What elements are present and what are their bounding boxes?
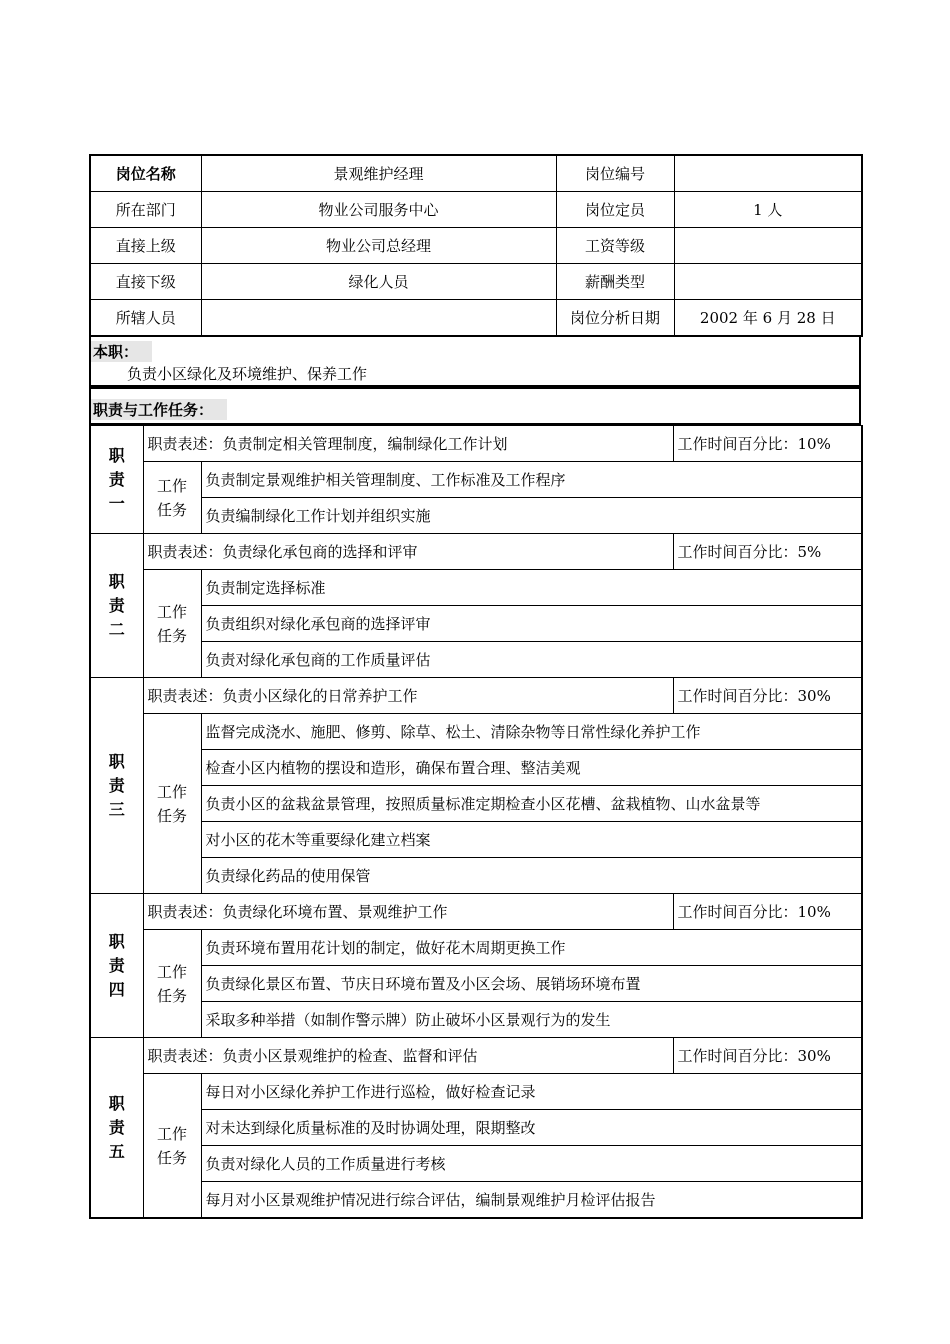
duty-label — [90, 894, 143, 1038]
job-description-form — [89, 154, 861, 1219]
task-row — [90, 642, 862, 678]
time-percentage: 工作时间百分比：10% — [673, 426, 862, 462]
field-value — [674, 228, 862, 264]
main-duty-title: 本职： — [91, 341, 152, 362]
field-label: 直接上级 — [90, 228, 201, 264]
position-info-table — [89, 154, 863, 337]
task-item: 负责环境布置用花计划的制定，做好花木周期更换工作 — [201, 930, 862, 966]
duty-description: 职责表述：负责制定相关管理制度，编制绿化工作计划 — [143, 426, 673, 462]
duty-label — [90, 1038, 143, 1219]
task-row — [90, 606, 862, 642]
duty-desc-row — [90, 894, 862, 930]
info-row — [90, 264, 862, 300]
task-row — [90, 1074, 862, 1110]
task-item: 每日对小区绿化养护工作进行巡检，做好检查记录 — [201, 1074, 862, 1110]
task-row — [90, 786, 862, 822]
task-row — [90, 750, 862, 786]
task-item: 每月对小区景观维护情况进行综合评估，编制景观维护月检评估报告 — [201, 1182, 862, 1219]
duty-desc-row — [90, 534, 862, 570]
main-duty-section — [89, 337, 861, 387]
field-value: 物业公司服务中心 — [201, 192, 556, 228]
field-value — [674, 264, 862, 300]
task-label — [143, 462, 201, 534]
task-item: 负责小区的盆栽盆景管理，按照质量标准定期检查小区花槽、盆栽植物、山水盆景等 — [201, 786, 862, 822]
duty-label — [90, 426, 143, 534]
info-row — [90, 300, 862, 337]
duty-label — [90, 534, 143, 678]
field-value — [674, 155, 862, 192]
duty-label-text: 职责二 — [108, 571, 125, 639]
task-row — [90, 714, 862, 750]
task-item: 采取多种举措（如制作警示牌）防止破坏小区景观行为的发生 — [201, 1002, 862, 1038]
info-row — [90, 155, 862, 192]
task-row — [90, 570, 862, 606]
task-row — [90, 498, 862, 534]
duty-desc-row — [90, 426, 862, 462]
task-label — [143, 714, 201, 894]
task-item: 对小区的花木等重要绿化建立档案 — [201, 822, 862, 858]
duty-description: 职责表述：负责小区绿化的日常养护工作 — [143, 678, 673, 714]
field-label: 工资等级 — [556, 228, 674, 264]
duties-title: 职责与工作任务： — [91, 399, 227, 420]
field-value: 绿化人员 — [201, 264, 556, 300]
field-value — [201, 300, 556, 337]
field-value: 2002 年 6 月 28 日 — [674, 300, 862, 337]
duty-desc-row — [90, 678, 862, 714]
task-item: 监督完成浇水、施肥、修剪、除草、松土、清除杂物等日常性绿化养护工作 — [201, 714, 862, 750]
info-row — [90, 228, 862, 264]
task-item: 负责制定景观维护相关管理制度、工作标准及工作程序 — [201, 462, 862, 498]
task-label — [143, 930, 201, 1038]
task-row — [90, 966, 862, 1002]
main-duty-text: 负责小区绿化及环境维护、保养工作 — [127, 365, 368, 383]
task-item: 负责制定选择标准 — [201, 570, 862, 606]
field-label: 薪酬类型 — [556, 264, 674, 300]
task-label-text: 工作任务 — [157, 782, 188, 825]
time-percentage: 工作时间百分比：30% — [673, 1038, 862, 1074]
duty-label-text: 职责三 — [108, 751, 125, 819]
task-item: 负责组织对绿化承包商的选择评审 — [201, 606, 862, 642]
task-row — [90, 930, 862, 966]
duties-section-header — [89, 387, 861, 425]
field-label: 直接下级 — [90, 264, 201, 300]
field-label: 岗位名称 — [90, 155, 201, 192]
field-value: 景观维护经理 — [201, 155, 556, 192]
task-row — [90, 1182, 862, 1219]
task-item: 负责编制绿化工作计划并组织实施 — [201, 498, 862, 534]
task-row — [90, 1146, 862, 1182]
task-item: 对未达到绿化质量标准的及时协调处理，限期整改 — [201, 1110, 862, 1146]
duty-description: 职责表述：负责绿化承包商的选择和评审 — [143, 534, 673, 570]
field-value: 1 人 — [674, 192, 862, 228]
task-label-text: 工作任务 — [157, 602, 188, 645]
time-percentage: 工作时间百分比：30% — [673, 678, 862, 714]
task-item: 负责绿化药品的使用保管 — [201, 858, 862, 894]
duty-label-text: 职责四 — [108, 931, 125, 999]
time-percentage: 工作时间百分比：5% — [673, 534, 862, 570]
duty-description: 职责表述：负责小区景观维护的检查、监督和评估 — [143, 1038, 673, 1074]
time-percentage: 工作时间百分比：10% — [673, 894, 862, 930]
duty-label-text: 职责一 — [108, 445, 125, 513]
field-label: 所辖人员 — [90, 300, 201, 337]
field-label: 岗位编号 — [556, 155, 674, 192]
task-label-text: 工作任务 — [157, 1124, 188, 1167]
duties-table — [89, 425, 863, 1219]
info-row — [90, 192, 862, 228]
task-label — [143, 1074, 201, 1219]
task-item: 检查小区内植物的摆设和造形，确保布置合理、整洁美观 — [201, 750, 862, 786]
duty-description: 职责表述：负责绿化环境布置、景观维护工作 — [143, 894, 673, 930]
task-item: 负责对绿化承包商的工作质量评估 — [201, 642, 862, 678]
duty-desc-row — [90, 1038, 862, 1074]
field-label: 所在部门 — [90, 192, 201, 228]
task-row — [90, 858, 862, 894]
task-label-text: 工作任务 — [157, 962, 188, 1005]
field-label: 岗位分析日期 — [556, 300, 674, 337]
task-row — [90, 1110, 862, 1146]
task-item: 负责绿化景区布置、节庆日环境布置及小区会场、展销场环境布置 — [201, 966, 862, 1002]
duty-label — [90, 678, 143, 894]
task-row — [90, 462, 862, 498]
task-item: 负责对绿化人员的工作质量进行考核 — [201, 1146, 862, 1182]
task-row — [90, 822, 862, 858]
task-row — [90, 1002, 862, 1038]
duty-label-text: 职责五 — [108, 1093, 125, 1161]
task-label — [143, 570, 201, 678]
task-label-text: 工作任务 — [157, 476, 188, 519]
field-label: 岗位定员 — [556, 192, 674, 228]
field-value: 物业公司总经理 — [201, 228, 556, 264]
